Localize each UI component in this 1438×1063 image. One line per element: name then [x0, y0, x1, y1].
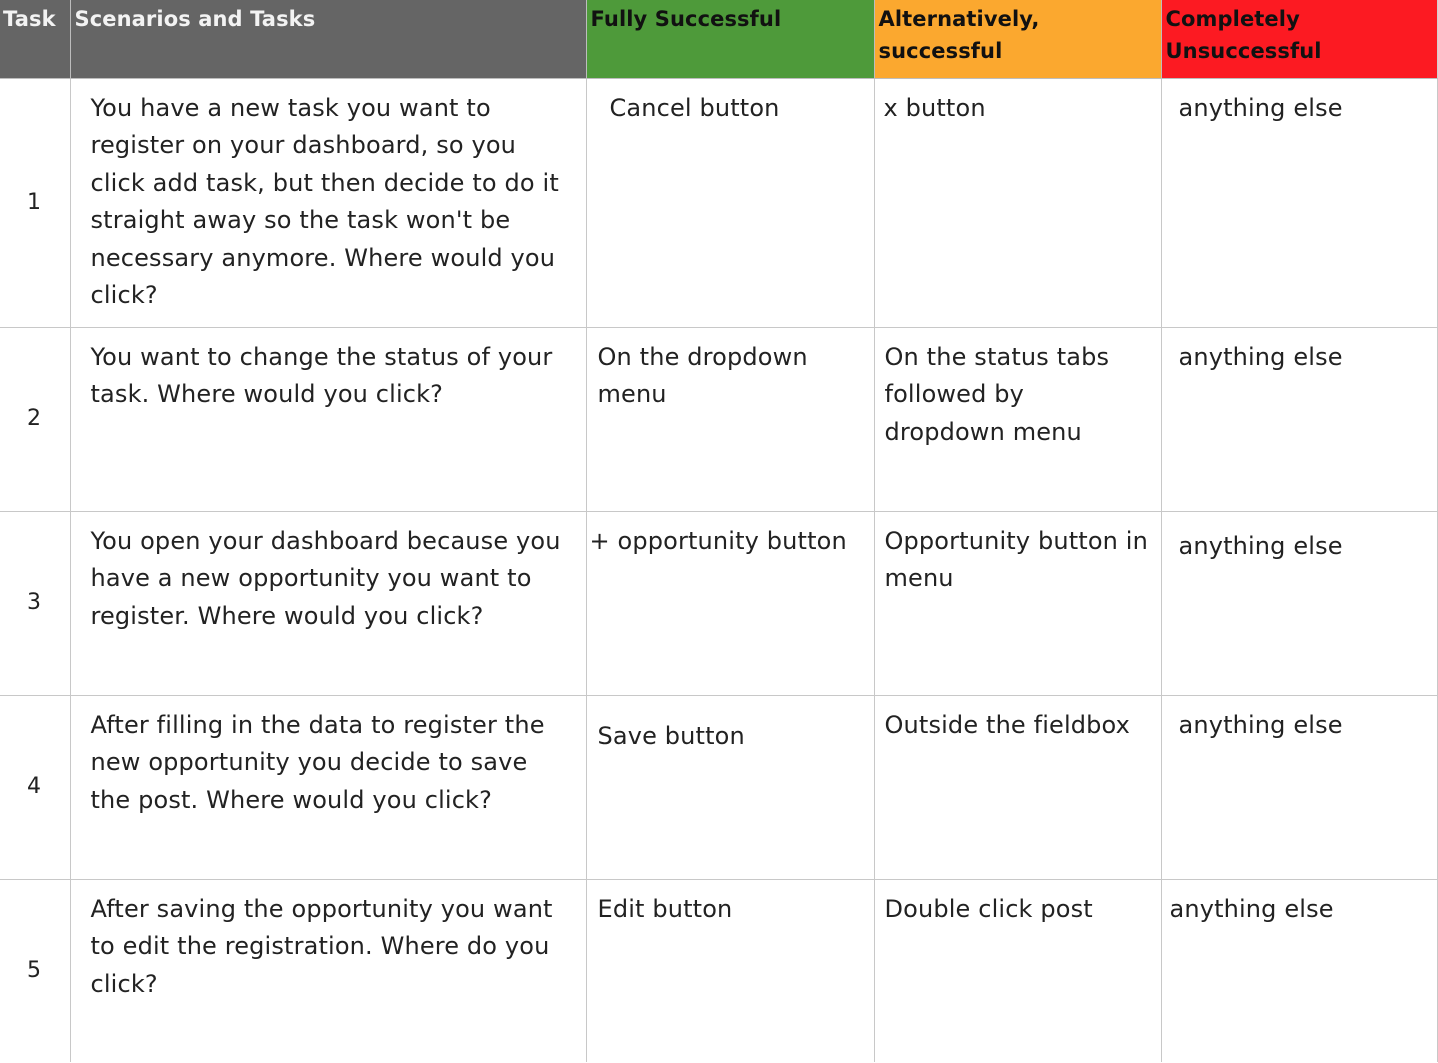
fully-successful-cell: On the dropdown menu — [586, 327, 874, 511]
table-row — [0, 879, 1437, 1062]
task-number: 4 — [0, 695, 70, 879]
task-number: 2 — [0, 327, 70, 511]
alternatively-successful-cell: Outside the fieldbox — [874, 695, 1161, 879]
header-completely-unsuccessful: Completely Unsuccessful — [1161, 0, 1437, 78]
completely-unsuccessful-cell: anything else — [1161, 695, 1437, 879]
fully-successful-cell: Edit button — [586, 879, 874, 1062]
header-alternatively-successful: Alternatively, successful — [874, 0, 1161, 78]
task-number: 1 — [0, 78, 70, 327]
completely-unsuccessful-cell: anything else — [1161, 511, 1437, 695]
scenario-cell: After filling in the data to register the new opportunity you decide to save the post. Where would you click? — [70, 695, 586, 879]
scenario-cell: You have a new task you want to register on your dashboard, so you click add task, but then decide to do it straight away so the task won't be necessary anymore. Where would you click? — [70, 78, 586, 327]
table-row — [0, 327, 1437, 511]
completely-unsuccessful-cell: anything else — [1161, 879, 1437, 1062]
table-row — [0, 511, 1437, 695]
alternatively-successful-cell: On the status tabs followed by dropdown menu — [874, 327, 1161, 511]
completely-unsuccessful-cell: anything else — [1161, 327, 1437, 511]
alternatively-successful-cell: x button — [874, 78, 1161, 327]
completely-unsuccessful-cell: anything else — [1161, 78, 1437, 327]
fully-successful-cell: Save button — [586, 695, 874, 879]
table-row — [0, 695, 1437, 879]
task-number: 3 — [0, 511, 70, 695]
table-header — [0, 0, 1437, 78]
header-task: Task — [0, 0, 70, 78]
header-row — [0, 0, 1437, 78]
header-scenarios-and-tasks: Scenarios and Tasks — [70, 0, 586, 78]
header-fully-successful: Fully Successful — [586, 0, 874, 78]
scenario-cell: After saving the opportunity you want to edit the registration. Where do you click? — [70, 879, 586, 1062]
fully-successful-cell: + opportunity button — [586, 511, 874, 695]
scenario-cell: You open your dashboard because you have a new opportunity you want to register. Where would you click? — [70, 511, 586, 695]
scenario-cell: You want to change the status of your task. Where would you click? — [70, 327, 586, 511]
fully-successful-cell: Cancel button — [586, 78, 874, 327]
alternatively-successful-cell: Double click post — [874, 879, 1161, 1062]
alternatively-successful-cell: Opportunity button in menu — [874, 511, 1161, 695]
table-body — [0, 78, 1437, 1062]
table-row — [0, 78, 1437, 327]
task-number: 5 — [0, 879, 70, 1062]
